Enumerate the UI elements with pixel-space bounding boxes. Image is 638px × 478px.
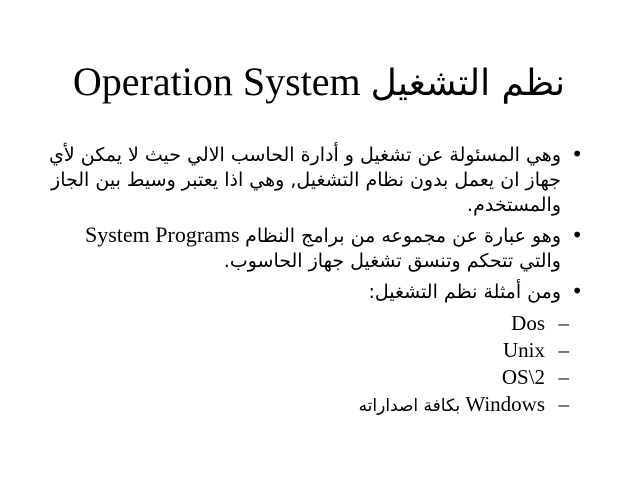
bullet-text: وهو عبارة عن مجموعه من برامج النظام (245, 225, 561, 247)
bullet-text: ومن أمثلة نظم التشغيل: (368, 281, 561, 303)
os-example-item (38, 364, 583, 391)
bullet-english-term: System Programs (85, 222, 240, 247)
bullet-item (38, 142, 583, 217)
os-note: بكافة اصداراته (358, 396, 461, 416)
dash-icon: – (558, 365, 569, 389)
os-name: Dos (511, 311, 545, 335)
bullet-dot-icon: • (571, 223, 583, 247)
dash-icon: – (558, 338, 569, 362)
title-arabic: نظم التشغيل (370, 63, 566, 104)
bullet-dot-icon: • (571, 142, 583, 166)
os-name: Unix (503, 338, 545, 362)
bullet-dot-icon: • (571, 279, 583, 303)
dash-icon: – (558, 392, 569, 416)
os-name: OS\2 (501, 365, 545, 389)
bullet-text-continued: والتي تتحكم وتنسق تشغيل جهاز الحاسوب. (223, 250, 561, 272)
title-english: Operation System (72, 59, 361, 104)
os-example-item (38, 337, 583, 364)
os-example-item (38, 391, 583, 420)
bullet-list (38, 142, 583, 420)
slide-title (0, 58, 638, 108)
bullet-item (38, 223, 583, 273)
bullet-text: وهي المسئولة عن تشغيل و أدارة الحاسب الالي حيث لا يمكن لأي جهاز ان يعمل بدون نظام التشغيل, وهي اذا يعتبر وسيط بين الجاز والمستخدم. (49, 144, 561, 216)
os-examples-list (38, 310, 583, 420)
os-example-item (38, 310, 583, 337)
dash-icon: – (558, 311, 569, 335)
bullet-item (38, 279, 583, 304)
os-name: Windows (465, 392, 545, 416)
